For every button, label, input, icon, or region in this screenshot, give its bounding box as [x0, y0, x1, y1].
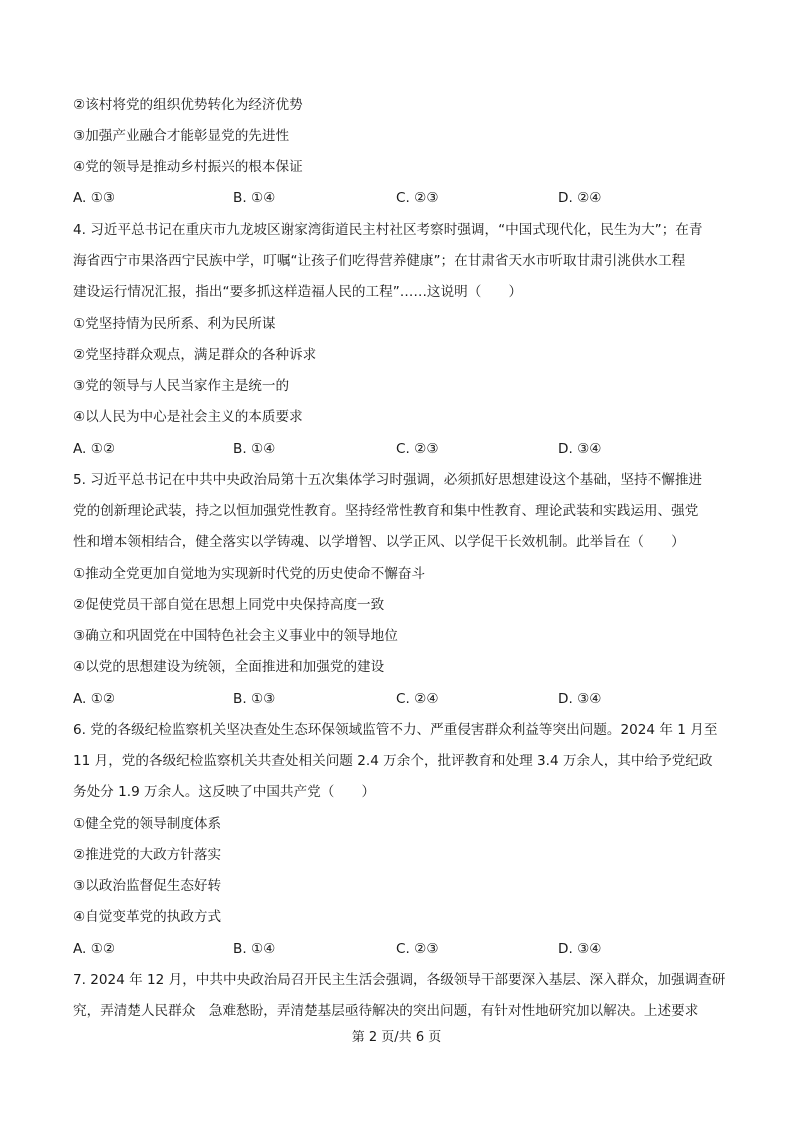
- q6-choice-a[interactable]: A. ①②: [73, 941, 116, 957]
- q4-choice-b[interactable]: B. ①④: [233, 441, 276, 457]
- q5-stem-line-1: 5. 习近平总书记在中共中央政治局第十五次集体学习时强调，必须抓好思想建设这个基础，坚持不懈推进: [73, 472, 703, 488]
- q6-stem-line-2: 11 月，党的各级纪检监察机关共查处相关问题 2.4 万余个，批评教育和处理 3.4 万余人，其中给予党纪政: [73, 753, 713, 769]
- q6-stem-line-1: 6. 党的各级纪检监察机关坚决查处生态环保领域监管不力、严重侵害群众利益等突出问题。2024 年 1 月至: [73, 722, 718, 738]
- q6-option-4: ④自觉变革党的执政方式: [73, 909, 222, 925]
- q6-choice-c[interactable]: C. ②③: [396, 941, 439, 957]
- q4-option-1: ①党坚持情为民所系、利为民所谋: [73, 316, 276, 332]
- q6-option-1: ①健全党的领导制度体系: [73, 816, 222, 832]
- q4-choice-c[interactable]: C. ②③: [396, 441, 439, 457]
- q5-option-1: ①推动全党更加自觉地为实现新时代党的历史使命不懈奋斗: [73, 566, 426, 582]
- q4-stem-line-1: 4. 习近平总书记在重庆市九龙坡区谢家湾街道民主村社区考察时强调，“中国式现代化，民生为大”；在青: [73, 222, 703, 238]
- q7-stem-line-2: 究，弄清楚人民群众 急难愁盼，弄清楚基层亟待解决的突出问题，有针对性地研究加以解决。上述要求: [73, 1003, 699, 1019]
- q5-option-4: ④以党的思想建设为统领，全面推进和加强党的建设: [73, 659, 385, 675]
- q5-choice-c[interactable]: C. ②④: [396, 691, 439, 707]
- q6-stem-line-3: 务处分 1.9 万余人。这反映了中国共产党（ ）: [73, 784, 376, 800]
- q4-option-2: ②党坚持群众观点，满足群众的各种诉求: [73, 347, 317, 363]
- q3-option-3: ③加强产业融合才能彰显党的先进性: [73, 128, 290, 144]
- q3-choice-c[interactable]: C. ②③: [396, 190, 439, 206]
- q5-stem-line-3: 性和增本领相结合，健全落实以学铸魂、以学增智、以学正风、以学促干长效机制。此举旨在（ ）: [73, 534, 685, 550]
- page-footer: 第 2 页/共 6 页: [351, 1030, 442, 1045]
- q5-option-3: ③确立和巩固党在中国特色社会主义事业中的领导地位: [73, 628, 398, 644]
- q5-choice-b[interactable]: B. ①③: [233, 691, 276, 707]
- q6-option-2: ②推进党的大政方针落实: [73, 847, 222, 863]
- q5-choice-a[interactable]: A. ①②: [73, 691, 116, 707]
- q4-stem-line-3: 建设运行情况汇报，指出“要多抓这样造福人民的工程”……这说明（ ）: [73, 284, 523, 300]
- q4-choice-a[interactable]: A. ①②: [73, 441, 116, 457]
- q3-option-4: ④党的领导是推动乡村振兴的根本保证: [73, 159, 303, 175]
- q3-choice-a[interactable]: A. ①③: [73, 190, 116, 206]
- q3-choice-b[interactable]: B. ①④: [233, 190, 276, 206]
- q5-option-2: ②促使党员干部自觉在思想上同党中央保持高度一致: [73, 597, 385, 613]
- q3-choice-d[interactable]: D. ②④: [558, 190, 602, 206]
- q3-option-2: ②该村将党的组织优势转化为经济优势: [73, 97, 303, 113]
- q6-option-3: ③以政治监督促生态好转: [73, 878, 222, 894]
- q7-stem-line-1: 7. 2024 年 12 月，中共中央政治局召开民主生活会强调，各级领导干部要深入基层、深入群众，加强调查研: [73, 972, 726, 988]
- q4-stem-line-2: 海省西宁市果洛西宁民族中学，叮嘱“让孩子们吃得营养健康”；在甘肃省天水市听取甘肃引洮供水工程: [73, 253, 686, 269]
- q6-choice-b[interactable]: B. ①④: [233, 941, 276, 957]
- q4-option-3: ③党的领导与人民当家作主是统一的: [73, 378, 290, 394]
- q4-option-4: ④以人民为中心是社会主义的本质要求: [73, 409, 303, 425]
- q5-choice-d[interactable]: D. ③④: [558, 691, 602, 707]
- q4-choice-d[interactable]: D. ③④: [558, 441, 602, 457]
- q5-stem-line-2: 党的创新理论武装，持之以恒加强党性教育。坚持经常性教育和集中性教育、理论武装和实践运用、强党: [73, 503, 699, 519]
- q6-choice-d[interactable]: D. ③④: [558, 941, 602, 957]
